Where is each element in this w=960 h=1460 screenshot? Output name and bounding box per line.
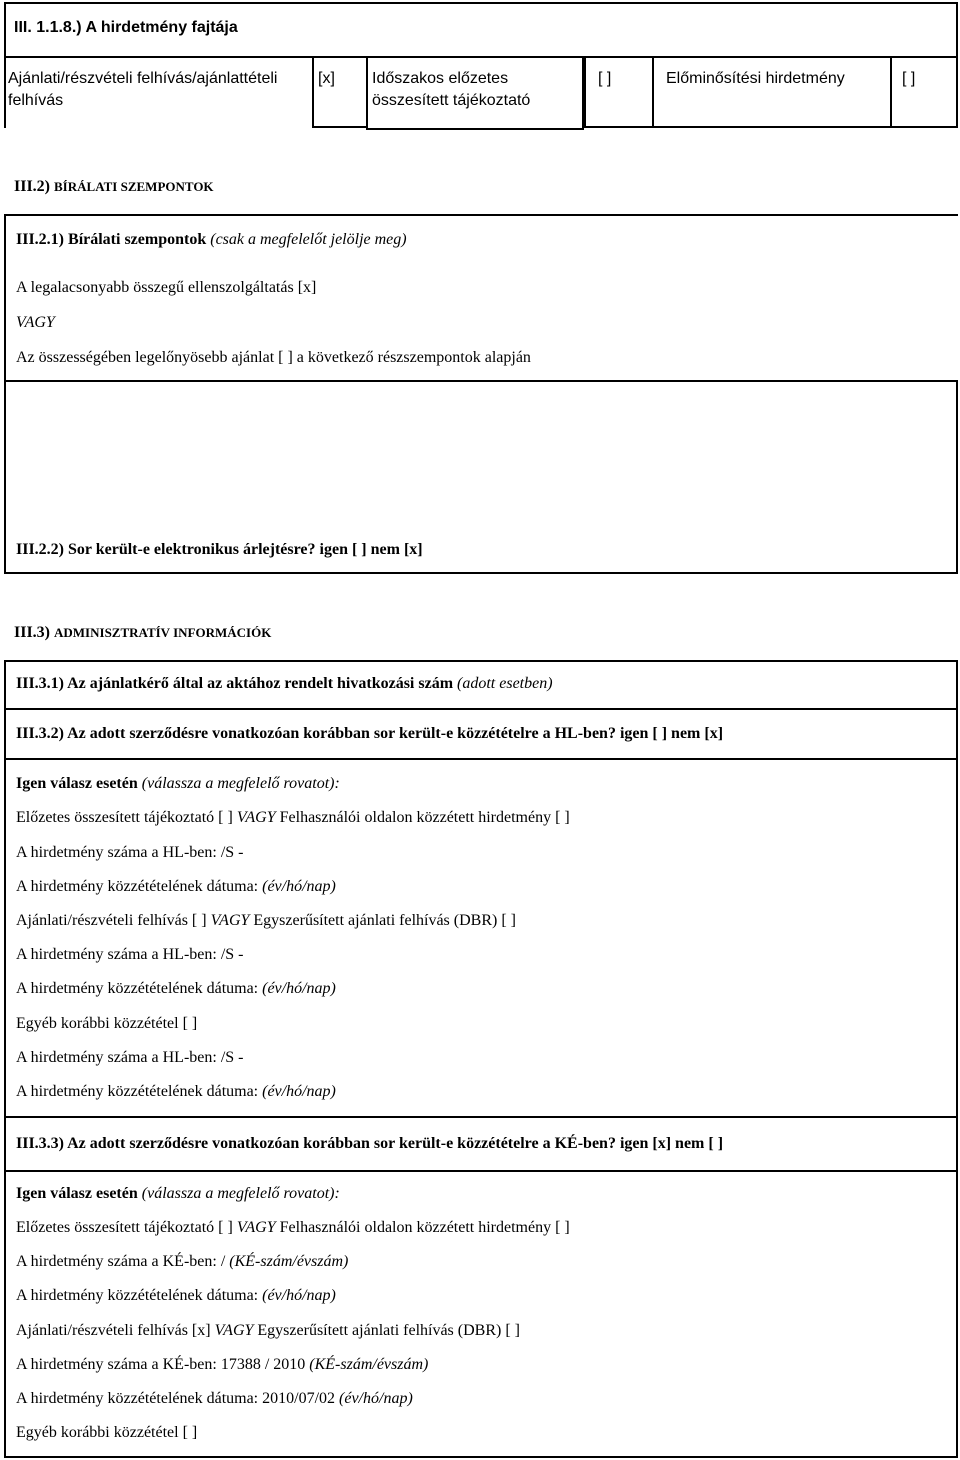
ke-yes-label: Igen válasz esetén (válassza a megfelelő rovatot): <box>16 1185 340 1202</box>
notice-type-c-mark: [ ] <box>902 70 916 87</box>
hl-line-8: A hirdetmény száma a HL-ben: /S - <box>16 1049 244 1066</box>
notice-type-a-label: Ajánlati/részvételi felhívás/ajánlattételi felhívás <box>8 70 278 109</box>
ke-line-7: Egyéb korábbi közzététel [ ] <box>16 1424 198 1441</box>
notice-type-b-mark: [ ] <box>598 70 612 87</box>
section-III3-heading: III.3) ADMINISZTRATÍV INFORMÁCIÓK <box>14 624 272 641</box>
ke-line-2: A hirdetmény száma a KÉ-ben: / (KÉ-szám/évszám) <box>16 1253 349 1270</box>
hl-line-5: A hirdetmény száma a HL-ben: /S - <box>16 946 244 963</box>
hl-line-4: Ajánlati/részvételi felhívás [ ] VAGY Egyszerűsített ajánlati felhívás (DBR) [ ] <box>16 912 516 929</box>
ke-line-6: A hirdetmény közzétételének dátuma: 2010/07/02 (év/hó/nap) <box>16 1390 413 1407</box>
hl-line-7: Egyéb korábbi közzététel [ ] <box>16 1015 198 1032</box>
ke-line-1: Előzetes összesített tájékoztató [ ] VAGY Felhasználói oldalon közzétett hirdetmény [ ] <box>16 1219 570 1236</box>
award-criteria-title: III.2.1) Bírálati szempontok (csak a megfelelőt jelölje meg) <box>16 231 407 248</box>
hl-line-1: Előzetes összesített tájékoztató [ ] VAGY Felhasználói oldalon közzétett hirdetmény [ ] <box>16 809 570 826</box>
hl-question: III.3.2) Az adott szerződésre vonatkozóan korábban sor került-e közzétételre a HL-ben? igen [ ] nem [x] <box>16 725 724 742</box>
ke-line-5: A hirdetmény száma a KÉ-ben: 17388 / 2010 (KÉ-szám/évszám) <box>16 1356 429 1373</box>
section-III2-heading: III.2) BÍRÁLATI SZEMPONTOK <box>14 178 214 195</box>
notice-type-a-mark: [x] <box>318 70 335 87</box>
notice-type-b-label: Időszakos előzetes összesített tájékoztató <box>372 70 531 109</box>
ke-details-box <box>4 1170 958 1458</box>
ke-line-4: Ajánlati/részvételi felhívás [x] VAGY Egyszerűsített ajánlati felhívás (DBR) [ ] <box>16 1322 520 1339</box>
hl-line-2: A hirdetmény száma a HL-ben: /S - <box>16 844 244 861</box>
notice-type-title: III. 1.1.8.) A hirdetmény fajtája <box>14 19 238 36</box>
hl-line-3: A hirdetmény közzétételének dátuma: (év/hó/nap) <box>16 878 336 895</box>
notice-type-cell-c-mark <box>890 56 958 128</box>
notice-type-cell-a-mark <box>312 56 368 128</box>
notice-type-cell-c <box>652 56 892 128</box>
ke-question: III.3.3) Az adott szerződésre vonatkozóan korábban sor került-e közzétételre a KÉ-ben? igen [x] nem [ ] <box>16 1135 724 1152</box>
notice-type-c-label: Előminősítési hirdetmény <box>666 70 845 87</box>
hl-line-6: A hirdetmény közzétételének dátuma: (év/hó/nap) <box>16 980 336 997</box>
ke-line-3: A hirdetmény közzétételének dátuma: (év/hó/nap) <box>16 1287 336 1304</box>
hl-line-9: A hirdetmény közzétételének dátuma: (év/hó/nap) <box>16 1083 336 1100</box>
hl-yes-label: Igen válasz esetén (válassza a megfelelő rovatot): <box>16 775 340 792</box>
e-auction-question: III.2.2) Sor került-e elektronikus árlejtésre? igen [ ] nem [x] <box>16 541 423 558</box>
notice-type-cell-b-mark <box>584 56 654 128</box>
best-offer-option: Az összességében legelőnyösebb ajánlat [ ] a következő részszempontok alapján <box>16 349 531 366</box>
lowest-price-option: A legalacsonyabb összegű ellenszolgáltatás [x] <box>16 279 317 296</box>
or-label: VAGY <box>16 314 55 331</box>
reference-number-label: III.3.1) Az ajánlatkérő által az aktához rendelt hivatkozási szám (adott esetben) <box>16 675 553 692</box>
